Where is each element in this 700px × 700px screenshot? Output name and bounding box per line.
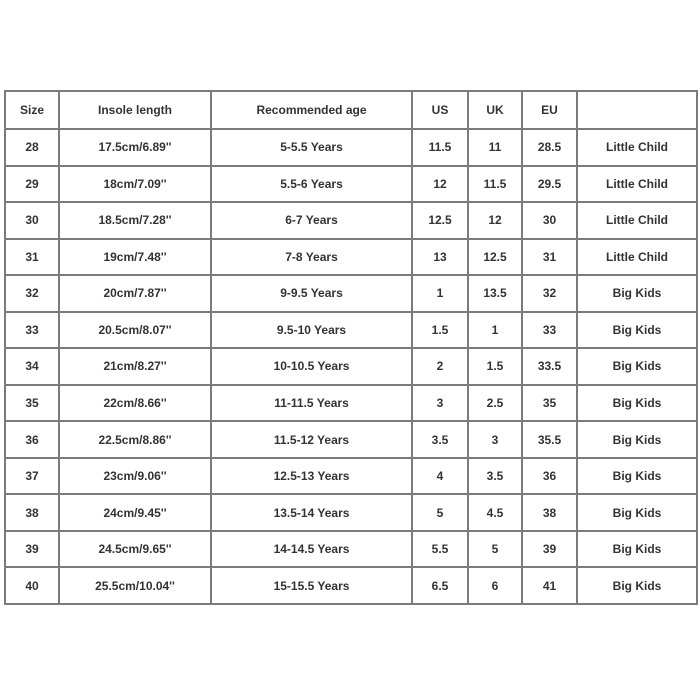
cell-size: 36: [5, 421, 59, 458]
cell-recommended-age: 10-10.5 Years: [211, 348, 412, 385]
cell-uk: 3.5: [468, 458, 522, 495]
cell-recommended-age: 5.5-6 Years: [211, 166, 412, 203]
table-row: [5, 275, 697, 312]
cell-us: 6.5: [412, 567, 468, 604]
table-row: [5, 348, 697, 385]
cell-uk: 11.5: [468, 166, 522, 203]
cell-age-group: Big Kids: [577, 567, 697, 604]
cell-eu: 28.5: [522, 129, 577, 166]
cell-age-group: Big Kids: [577, 348, 697, 385]
table-row: [5, 385, 697, 422]
cell-uk: 12: [468, 202, 522, 239]
cell-uk: 6: [468, 567, 522, 604]
cell-eu: 35.5: [522, 421, 577, 458]
cell-eu: 29.5: [522, 166, 577, 203]
cell-eu: 39: [522, 531, 577, 568]
cell-size: 33: [5, 312, 59, 349]
cell-us: 5: [412, 494, 468, 531]
cell-age-group: Little Child: [577, 129, 697, 166]
header-uk: UK: [468, 91, 522, 129]
cell-eu: 32: [522, 275, 577, 312]
cell-age-group: Little Child: [577, 166, 697, 203]
cell-recommended-age: 7-8 Years: [211, 239, 412, 276]
cell-age-group: Big Kids: [577, 458, 697, 495]
size-chart-body: [5, 129, 697, 604]
table-row: [5, 129, 697, 166]
header-recommended-age: Recommended age: [211, 91, 412, 129]
header-row: [5, 91, 697, 129]
cell-size: 35: [5, 385, 59, 422]
cell-eu: 30: [522, 202, 577, 239]
cell-us: 2: [412, 348, 468, 385]
cell-us: 1.5: [412, 312, 468, 349]
cell-uk: 13.5: [468, 275, 522, 312]
cell-recommended-age: 13.5-14 Years: [211, 494, 412, 531]
cell-uk: 11: [468, 129, 522, 166]
cell-eu: 41: [522, 567, 577, 604]
cell-insole-length: 20.5cm/8.07'': [59, 312, 211, 349]
cell-insole-length: 24cm/9.45'': [59, 494, 211, 531]
cell-us: 3.5: [412, 421, 468, 458]
cell-size: 38: [5, 494, 59, 531]
table-row: [5, 166, 697, 203]
cell-age-group: Big Kids: [577, 531, 697, 568]
cell-recommended-age: 5-5.5 Years: [211, 129, 412, 166]
cell-insole-length: 24.5cm/9.65'': [59, 531, 211, 568]
cell-age-group: Little Child: [577, 202, 697, 239]
cell-size: 39: [5, 531, 59, 568]
cell-size: 32: [5, 275, 59, 312]
cell-us: 4: [412, 458, 468, 495]
header-eu: EU: [522, 91, 577, 129]
cell-recommended-age: 14-14.5 Years: [211, 531, 412, 568]
cell-uk: 4.5: [468, 494, 522, 531]
header-size: Size: [5, 91, 59, 129]
cell-us: 5.5: [412, 531, 468, 568]
cell-recommended-age: 11-11.5 Years: [211, 385, 412, 422]
cell-eu: 38: [522, 494, 577, 531]
cell-size: 28: [5, 129, 59, 166]
cell-age-group: Little Child: [577, 239, 697, 276]
cell-uk: 5: [468, 531, 522, 568]
cell-size: 37: [5, 458, 59, 495]
cell-eu: 36: [522, 458, 577, 495]
cell-insole-length: 18cm/7.09'': [59, 166, 211, 203]
cell-uk: 2.5: [468, 385, 522, 422]
cell-us: 13: [412, 239, 468, 276]
table-row: [5, 202, 697, 239]
cell-recommended-age: 6-7 Years: [211, 202, 412, 239]
cell-size: 40: [5, 567, 59, 604]
size-chart-table: [4, 90, 698, 605]
cell-us: 12: [412, 166, 468, 203]
cell-uk: 12.5: [468, 239, 522, 276]
cell-size: 30: [5, 202, 59, 239]
cell-us: 3: [412, 385, 468, 422]
cell-insole-length: 23cm/9.06'': [59, 458, 211, 495]
cell-size: 31: [5, 239, 59, 276]
cell-us: 1: [412, 275, 468, 312]
cell-eu: 31: [522, 239, 577, 276]
cell-insole-length: 22cm/8.66'': [59, 385, 211, 422]
cell-uk: 1: [468, 312, 522, 349]
cell-recommended-age: 9.5-10 Years: [211, 312, 412, 349]
cell-uk: 1.5: [468, 348, 522, 385]
cell-recommended-age: 9-9.5 Years: [211, 275, 412, 312]
cell-age-group: Big Kids: [577, 275, 697, 312]
cell-insole-length: 21cm/8.27'': [59, 348, 211, 385]
header-insole-length: Insole length: [59, 91, 211, 129]
cell-eu: 35: [522, 385, 577, 422]
cell-us: 12.5: [412, 202, 468, 239]
cell-insole-length: 25.5cm/10.04'': [59, 567, 211, 604]
cell-insole-length: 22.5cm/8.86'': [59, 421, 211, 458]
cell-age-group: Big Kids: [577, 385, 697, 422]
cell-age-group: Big Kids: [577, 312, 697, 349]
cell-insole-length: 17.5cm/6.89'': [59, 129, 211, 166]
cell-size: 34: [5, 348, 59, 385]
cell-insole-length: 19cm/7.48'': [59, 239, 211, 276]
cell-insole-length: 18.5cm/7.28'': [59, 202, 211, 239]
cell-size: 29: [5, 166, 59, 203]
table-row: [5, 567, 697, 604]
cell-us: 11.5: [412, 129, 468, 166]
cell-age-group: Big Kids: [577, 494, 697, 531]
cell-uk: 3: [468, 421, 522, 458]
table-row: [5, 312, 697, 349]
header-us: US: [412, 91, 468, 129]
cell-age-group: Big Kids: [577, 421, 697, 458]
header-age-group: [577, 91, 697, 129]
cell-eu: 33: [522, 312, 577, 349]
cell-eu: 33.5: [522, 348, 577, 385]
cell-recommended-age: 12.5-13 Years: [211, 458, 412, 495]
table-row: [5, 458, 697, 495]
cell-insole-length: 20cm/7.87'': [59, 275, 211, 312]
table-row: [5, 494, 697, 531]
table-row: [5, 239, 697, 276]
cell-recommended-age: 11.5-12 Years: [211, 421, 412, 458]
cell-recommended-age: 15-15.5 Years: [211, 567, 412, 604]
table-row: [5, 531, 697, 568]
table-row: [5, 421, 697, 458]
